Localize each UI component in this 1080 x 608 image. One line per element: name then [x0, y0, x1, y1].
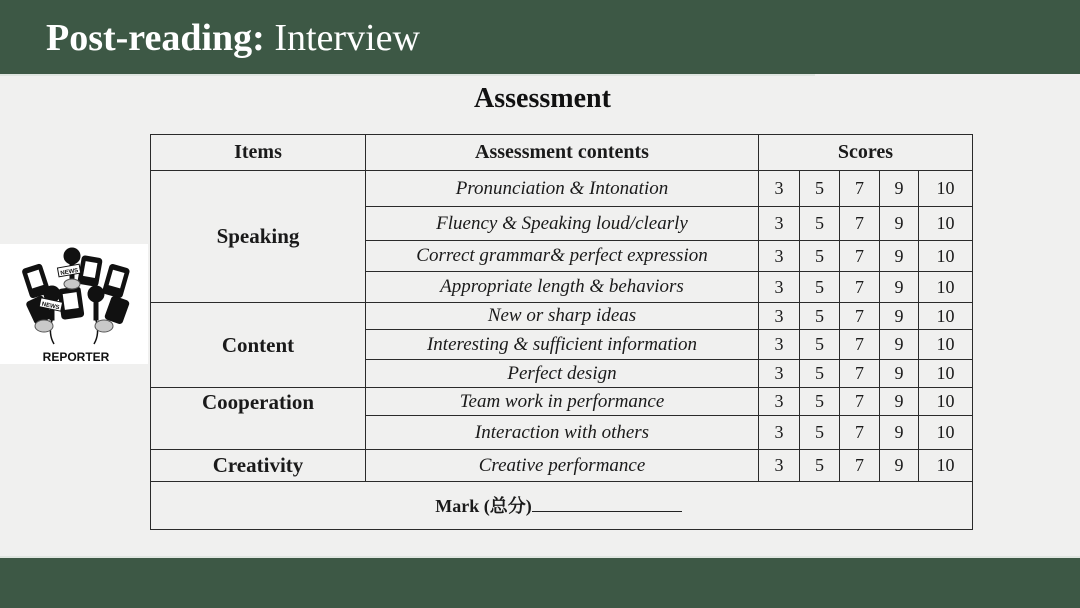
score-cell: 5 [800, 416, 840, 450]
score-cell: 9 [880, 416, 919, 450]
title-bar [0, 0, 1080, 74]
footer-line [0, 556, 1080, 558]
table-row [151, 171, 973, 207]
mark-blank-line [532, 497, 682, 512]
title-underline [0, 74, 815, 76]
assessment-table [150, 134, 973, 530]
content-cell: Fluency & Speaking loud/clearly [366, 207, 759, 241]
header-scores: Scores [759, 135, 973, 171]
news-badge-text-2: NEWS [41, 301, 60, 312]
reporter-icon [0, 244, 148, 364]
content-cell: Creative performance [366, 450, 759, 482]
mark-cell [151, 482, 973, 530]
score-cell: 5 [800, 360, 840, 388]
header-items: Items [151, 135, 366, 171]
item-creativity: Creativity [151, 450, 366, 482]
score-cell: 7 [840, 360, 880, 388]
score-cell: 9 [880, 388, 919, 416]
score-cell: 9 [880, 241, 919, 272]
score-cell: 5 [800, 330, 840, 360]
score-cell: 10 [919, 303, 973, 330]
score-cell: 7 [840, 272, 880, 303]
score-cell: 9 [880, 450, 919, 482]
score-cell: 3 [759, 330, 800, 360]
score-cell: 10 [919, 171, 973, 207]
slide-title-bold: Post-reading: [46, 17, 265, 59]
footer-bar [0, 556, 1080, 608]
table-row [151, 388, 973, 416]
score-cell: 10 [919, 330, 973, 360]
content-cell: Correct grammar& perfect expression [366, 241, 759, 272]
news-badge-text-1: NEWS [60, 267, 79, 277]
score-cell: 10 [919, 272, 973, 303]
table-row [151, 450, 973, 482]
header-contents: Assessment contents [366, 135, 759, 171]
table-header-row [151, 135, 973, 171]
mark-row [151, 482, 973, 530]
score-cell: 7 [840, 207, 880, 241]
score-cell: 10 [919, 450, 973, 482]
score-cell: 7 [840, 388, 880, 416]
score-cell: 3 [759, 450, 800, 482]
score-cell: 10 [919, 388, 973, 416]
score-cell: 3 [759, 416, 800, 450]
assessment-heading: Assessment [474, 83, 611, 114]
score-cell: 7 [840, 241, 880, 272]
score-cell: 7 [840, 171, 880, 207]
score-cell: 10 [919, 241, 973, 272]
score-cell: 9 [880, 360, 919, 388]
item-cooperation: Cooperation [151, 388, 366, 450]
reporter-label: REPORTER [42, 350, 110, 364]
mark-label-text: Mark (总分) [435, 495, 532, 516]
score-cell: 7 [840, 450, 880, 482]
item-content: Content [151, 303, 366, 388]
content-cell: Appropriate length & behaviors [366, 272, 759, 303]
score-cell: 10 [919, 207, 973, 241]
score-cell: 7 [840, 330, 880, 360]
score-cell: 5 [800, 207, 840, 241]
score-cell: 5 [800, 450, 840, 482]
score-cell: 3 [759, 303, 800, 330]
score-cell: 5 [800, 272, 840, 303]
content-cell: Pronunciation & Intonation [366, 171, 759, 207]
table-row [151, 303, 973, 330]
score-cell: 3 [759, 207, 800, 241]
score-cell: 9 [880, 171, 919, 207]
score-cell: 9 [880, 207, 919, 241]
content-cell: Perfect design [366, 360, 759, 388]
score-cell: 9 [880, 303, 919, 330]
score-cell: 5 [800, 303, 840, 330]
mark-label [435, 492, 687, 520]
slide-title-rest: Interview [264, 17, 420, 59]
score-cell: 5 [800, 388, 840, 416]
score-cell: 3 [759, 272, 800, 303]
item-speaking: Speaking [151, 171, 366, 303]
content-cell: New or sharp ideas [366, 303, 759, 330]
slide-title [46, 14, 420, 62]
score-cell: 7 [840, 303, 880, 330]
score-cell: 3 [759, 171, 800, 207]
score-cell: 3 [759, 241, 800, 272]
content-cell: Team work in performance [366, 388, 759, 416]
score-cell: 3 [759, 388, 800, 416]
content-cell: Interaction with others [366, 416, 759, 450]
score-cell: 9 [880, 330, 919, 360]
content-cell: Interesting & sufficient information [366, 330, 759, 360]
score-cell: 10 [919, 360, 973, 388]
score-cell: 10 [919, 416, 973, 450]
score-cell: 7 [840, 416, 880, 450]
reporter-clipart [0, 244, 148, 364]
score-cell: 5 [800, 241, 840, 272]
score-cell: 9 [880, 272, 919, 303]
score-cell: 3 [759, 360, 800, 388]
score-cell: 5 [800, 171, 840, 207]
